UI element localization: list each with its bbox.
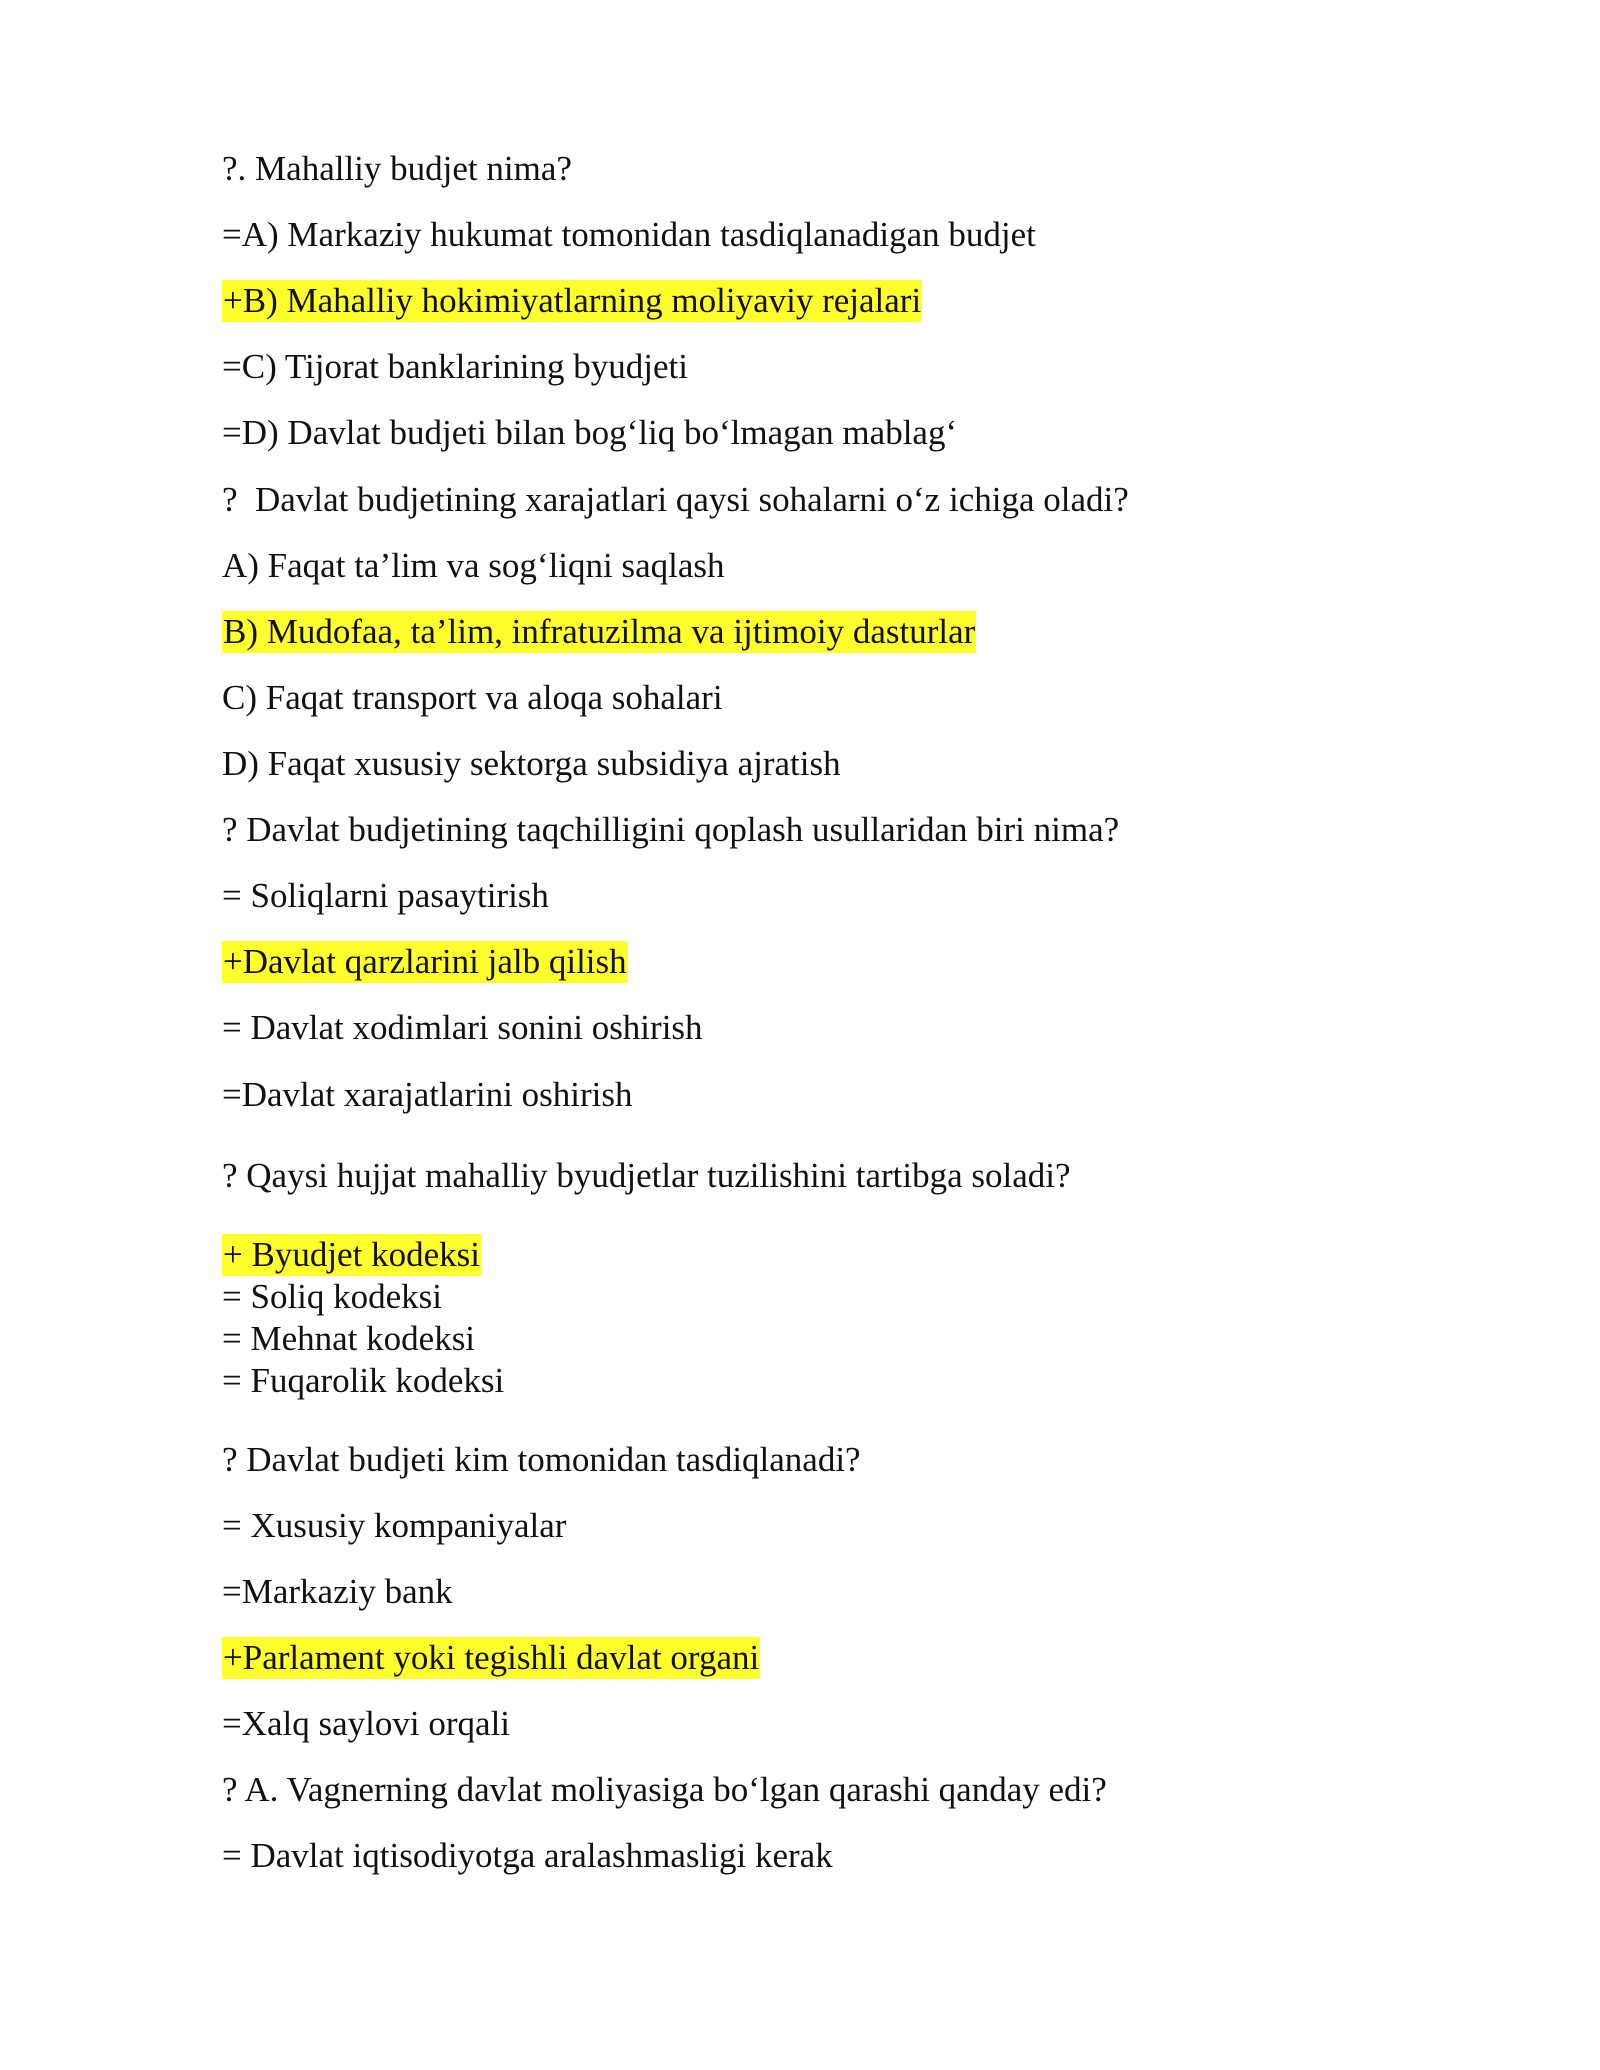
correct-answer-option xyxy=(222,941,628,983)
line-text: D) Faqat xususiy sektorga subsidiya ajratish xyxy=(222,744,841,783)
line-text: = Mehnat kodeksi xyxy=(222,1319,476,1358)
line-text: = Soliq kodeksi xyxy=(222,1277,443,1316)
highlighted-text: +Davlat qarzlarini jalb qilish xyxy=(223,942,627,981)
line-text: ? Qaysi hujjat mahalliy byudjetlar tuzilishini tartibga soladi? xyxy=(222,1156,1071,1195)
line-text: =C) Tijorat banklarining byudjeti xyxy=(222,347,688,386)
answer-option xyxy=(222,1505,566,1547)
answer-option xyxy=(222,545,725,587)
highlighted-text: B) Mudofaa, ta’lim, infratuzilma va ijtimoiy dasturlar xyxy=(223,612,976,651)
highlighted-text: + Byudjet kodeksi xyxy=(223,1235,480,1274)
line-text: = Soliqlarni pasaytirish xyxy=(222,876,549,915)
line-text: ?. Mahalliy budjet nima? xyxy=(222,149,572,188)
line-text: =Xalq saylovi orqali xyxy=(222,1704,511,1743)
line-text: = Davlat iqtisodiyotga aralashmasligi kerak xyxy=(222,1836,833,1875)
answer-option xyxy=(222,875,549,917)
answer-option xyxy=(222,1360,504,1402)
correct-answer-option xyxy=(222,1234,481,1276)
correct-answer-option xyxy=(222,1637,760,1679)
answer-option xyxy=(222,1318,475,1360)
answer-option xyxy=(222,1835,833,1877)
line-text: ? Davlat budjetining taqchilligini qoplash usullaridan biri nima? xyxy=(222,810,1120,849)
correct-answer-option xyxy=(222,611,976,653)
question-line xyxy=(222,809,1119,851)
answer-option xyxy=(222,1276,442,1318)
line-text: = Davlat xodimlari sonini oshirish xyxy=(222,1008,703,1047)
highlighted-text: +Parlament yoki tegishli davlat organi xyxy=(223,1638,760,1677)
answer-option xyxy=(222,214,1036,256)
question-line xyxy=(222,479,1129,521)
question-line xyxy=(222,1155,1071,1197)
highlighted-text: +B) Mahalliy hokimiyatlarning moliyaviy rejalari xyxy=(223,281,922,320)
answer-option xyxy=(222,1074,632,1116)
line-text: ? A. Vagnerning davlat moliyasiga bo‘lgan qarashi qanday edi? xyxy=(222,1770,1107,1809)
line-text: =A) Markaziy hukumat tomonidan tasdiqlanadigan budjet xyxy=(222,215,1036,254)
line-text: =Davlat xarajatlarini oshirish xyxy=(222,1075,633,1114)
answer-option xyxy=(222,346,688,388)
line-text: ? Davlat budjetining xarajatlari qaysi sohalarni o‘z ichiga oladi? xyxy=(222,480,1129,519)
line-text: =D) Davlat budjeti bilan bog‘liq bo‘lmagan mablag‘ xyxy=(222,413,958,452)
question-line xyxy=(222,1439,861,1481)
line-text: = Fuqarolik kodeksi xyxy=(222,1361,505,1400)
correct-answer-option xyxy=(222,280,922,322)
line-text: = Xususiy kompaniyalar xyxy=(222,1506,567,1545)
question-line xyxy=(222,148,572,190)
answer-option xyxy=(222,1571,453,1613)
line-text: ? Davlat budjeti kim tomonidan tasdiqlanadi? xyxy=(222,1440,861,1479)
answer-option xyxy=(222,677,723,719)
line-text: A) Faqat ta’lim va sog‘liqni saqlash xyxy=(222,546,725,585)
answer-option xyxy=(222,412,957,454)
question-line xyxy=(222,1769,1107,1811)
answer-option xyxy=(222,1007,703,1049)
line-text: =Markaziy bank xyxy=(222,1572,453,1611)
answer-option xyxy=(222,1703,510,1745)
answer-option xyxy=(222,743,841,785)
line-text: C) Faqat transport va aloqa sohalari xyxy=(222,678,723,717)
